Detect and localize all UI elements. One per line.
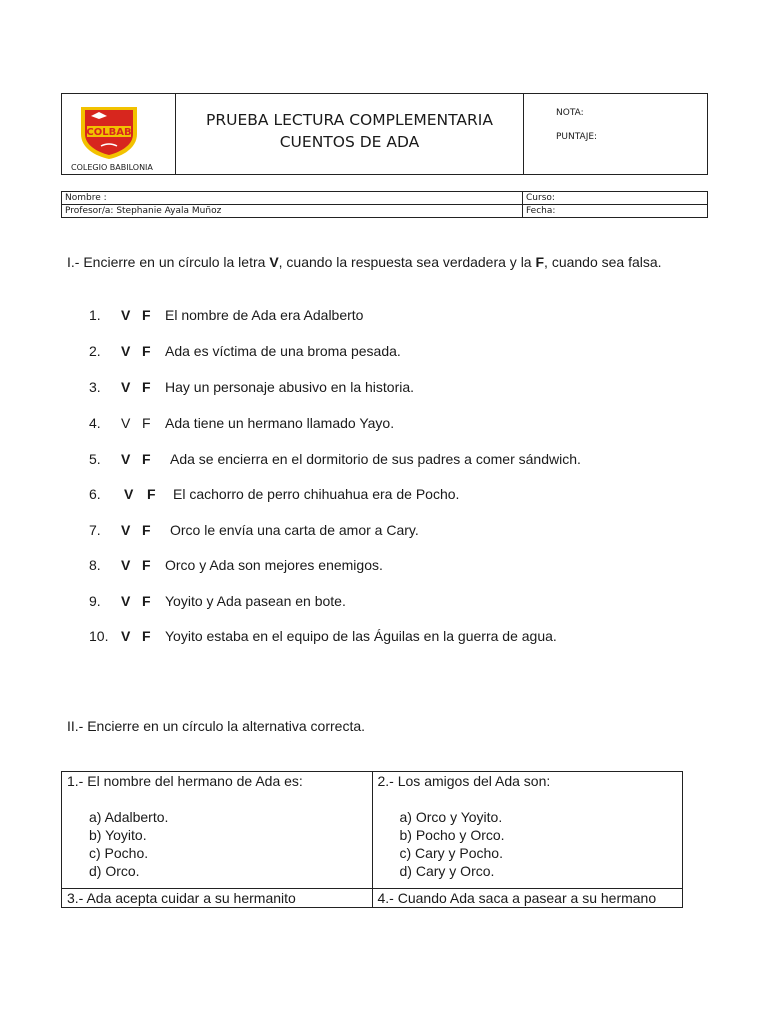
question-text: 4.- Cuando Ada saca a pasear a su hermano [372, 889, 683, 908]
options-list [89, 808, 367, 880]
puntaje-label: PUNTAJE: [556, 132, 598, 142]
answer-option[interactable]: d) Cary y Orco. [399, 863, 495, 879]
student-info-table [61, 191, 708, 218]
true-option[interactable]: V [121, 522, 131, 538]
school-crest-icon [77, 104, 141, 160]
false-option[interactable]: F [142, 628, 151, 644]
question-text: 2.- Los amigos del Ada son: [377, 773, 551, 789]
title-line-2: CUENTOS DE ADA [279, 133, 420, 151]
true-option[interactable]: V [121, 557, 131, 573]
question-cell [372, 772, 683, 889]
answer-option[interactable]: a) Orco y Yoyito. [399, 809, 503, 825]
section1-instruction: I.- Encierre en un círculo la letra V, cuando la respuesta sea verdadera y la F, cuando sea falsa. [67, 254, 662, 270]
answer-option[interactable]: d) Orco. [89, 863, 140, 879]
false-option[interactable]: F [142, 343, 151, 359]
true-option[interactable]: V [121, 307, 131, 323]
answer-option[interactable]: c) Pocho. [89, 845, 149, 861]
false-option[interactable]: F [142, 593, 151, 609]
logo-cell [62, 94, 176, 174]
curso-field[interactable]: Curso: [523, 192, 708, 205]
true-option[interactable]: V [121, 379, 131, 395]
true-option[interactable]: V [124, 486, 134, 502]
section2-instruction: II.- Encierre en un círculo la alternativa correcta. [67, 718, 366, 734]
logo-text: COLBAB [86, 127, 132, 138]
profesor-field: Profesor/a: Stephanie Ayala Muñoz [62, 205, 523, 218]
grade-cell [524, 94, 707, 174]
school-name: COLEGIO BABILONIA [71, 163, 153, 172]
false-option[interactable]: F [142, 415, 151, 431]
false-option[interactable]: F [142, 557, 151, 573]
answer-option[interactable]: b) Pocho y Orco. [399, 827, 505, 843]
nota-label: NOTA: [556, 108, 584, 118]
nombre-field[interactable]: Nombre : [62, 192, 523, 205]
question-cell [62, 772, 373, 889]
true-option[interactable]: V [121, 451, 131, 467]
answer-option[interactable]: b) Yoyito. [89, 827, 147, 843]
question-text: 3.- Ada acepta cuidar a su hermanito [62, 889, 373, 908]
false-option[interactable]: F [142, 379, 151, 395]
multiple-choice-table [61, 771, 683, 908]
options-list [400, 808, 678, 880]
question-text: 1.- El nombre del hermano de Ada es: [67, 773, 303, 789]
true-option[interactable]: V [121, 343, 131, 359]
fecha-field[interactable]: Fecha: [523, 205, 708, 218]
true-option[interactable]: V [121, 415, 131, 431]
test-header [61, 93, 708, 175]
true-option[interactable]: V [121, 593, 131, 609]
test-title [176, 94, 524, 174]
title-line-1: PRUEBA LECTURA COMPLEMENTARIA [206, 111, 493, 129]
false-option[interactable]: F [142, 451, 151, 467]
true-option[interactable]: V [121, 628, 131, 644]
answer-option[interactable]: a) Adalberto. [89, 809, 169, 825]
false-option[interactable]: F [142, 307, 151, 323]
answer-option[interactable]: c) Cary y Pocho. [399, 845, 503, 861]
false-option[interactable]: F [142, 522, 151, 538]
false-option[interactable]: F [147, 486, 156, 502]
